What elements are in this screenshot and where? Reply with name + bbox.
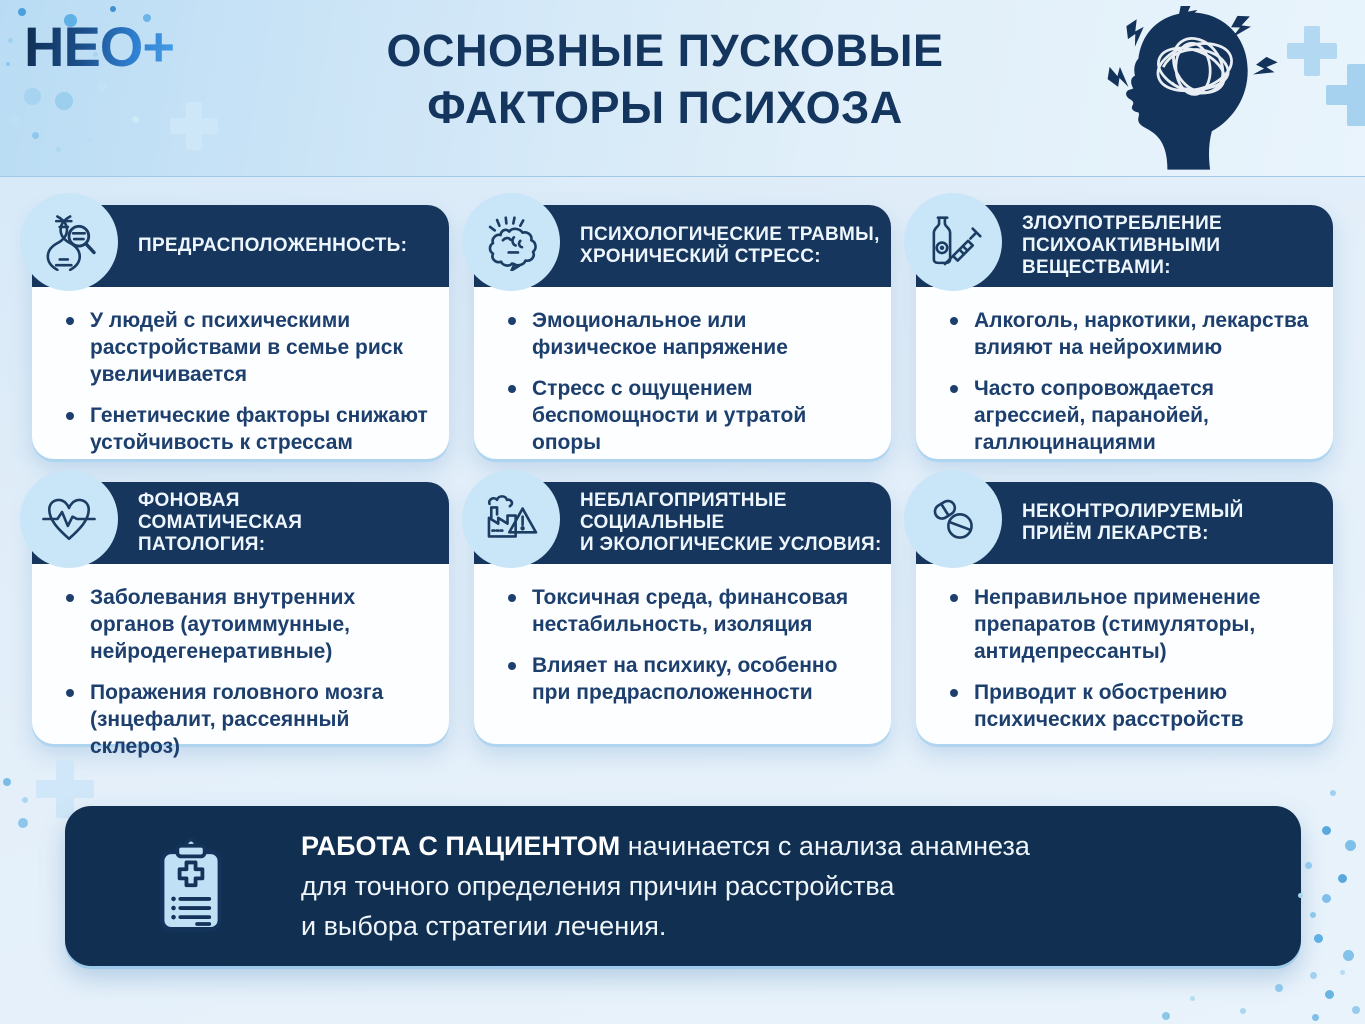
- decor-dot: [32, 132, 39, 139]
- decor-dot: [3, 778, 11, 786]
- card-header: [916, 482, 1333, 564]
- bullet: Влияет на психику, особенно при предрасположенности: [500, 652, 871, 706]
- decor-dot: [1340, 970, 1345, 975]
- decor-dot: [1312, 1014, 1319, 1021]
- bullet: Приводит к обострению психических расстройств: [942, 679, 1313, 733]
- card-bullets: [32, 287, 449, 456]
- card-bullets: [474, 287, 891, 456]
- decor-dot: [6, 62, 10, 66]
- icon-circle: [462, 193, 560, 291]
- page-title-line-2: ФАКТОРЫ ПСИХОЗА: [427, 82, 903, 133]
- page-title: [320, 22, 1010, 136]
- card-title: ХРОНИЧЕСКИЙ СТРЕСС:: [580, 246, 821, 267]
- alcohol-syringe-icon: [924, 213, 982, 271]
- card-header: [474, 205, 891, 287]
- decor-dot: [24, 88, 41, 105]
- decor-dot: [132, 116, 139, 123]
- bullet: Стресс с ощущением беспомощности и утратой опоры: [500, 375, 871, 456]
- page-title-line-1: ОСНОВНЫЕ ПУСКОВЫЕ: [386, 25, 944, 76]
- icon-circle: [904, 470, 1002, 568]
- card-title: ЗЛОУПОТРЕБЛЕНИЕ: [1022, 213, 1223, 234]
- header-band: [0, 0, 1365, 177]
- card-title: И ЭКОЛОГИЧЕСКИЕ УСЛОВИЯ:: [580, 534, 882, 555]
- card-social-conditions: [474, 482, 891, 744]
- decor-dot: [10, 116, 21, 127]
- card-somatic-pathology: [32, 482, 449, 758]
- bullet: Неправильное применение препаратов (стимуляторы, антидепрессанты): [942, 584, 1313, 665]
- card-bullets: [916, 287, 1333, 456]
- card-predisposition: [32, 205, 449, 459]
- decor-dot: [1240, 1008, 1246, 1014]
- decor-dot: [1298, 893, 1303, 898]
- decor-dot: [22, 797, 28, 803]
- bullet: Генетические факторы снижают устойчивость к стрессам: [58, 402, 429, 456]
- decor-dot: [88, 138, 93, 143]
- icon-circle: [904, 193, 1002, 291]
- decor-dot: [1310, 912, 1316, 918]
- card-uncontrolled-medication: [916, 482, 1333, 744]
- card-title: СОМАТИЧЕСКАЯ: [138, 512, 303, 533]
- decor-dot: [1190, 996, 1195, 1001]
- factor-cards-grid: [32, 205, 1333, 758]
- banner-line-1: [301, 826, 1030, 866]
- decor-dot: [55, 92, 73, 110]
- decor-dot: [18, 818, 28, 828]
- card-title: ФОНОВАЯ: [138, 490, 240, 511]
- banner-line-2: для точного определения причин расстройства: [301, 871, 895, 901]
- card-title: ПСИХОЛОГИЧЕСКИЕ ТРАВМЫ,: [580, 224, 880, 245]
- card-title: ПРИЁМ ЛЕКАРСТВ:: [1022, 523, 1209, 544]
- decor-dot: [1338, 874, 1347, 883]
- decor-dot: [110, 6, 116, 12]
- card-title: НЕКОНТРОЛИРУЕМЫЙ: [1022, 501, 1244, 522]
- decor-dot: [1322, 894, 1331, 903]
- bullet: Заболевания внутренних органов (аутоиммунные, нейродегенеративные): [58, 584, 429, 665]
- bullet: Эмоциональное или физическое напряжение: [500, 307, 871, 361]
- card-title: НЕБЛАГОПРИЯТНЫЕ: [580, 490, 787, 511]
- heart-pulse-icon: [40, 490, 98, 548]
- card-bullets: [474, 564, 891, 706]
- pills-icon: [924, 490, 982, 548]
- decor-dot: [1314, 934, 1323, 943]
- decor-dot: [1345, 840, 1356, 851]
- card-title: ПСИХОАКТИВНЫМИ: [1022, 235, 1221, 256]
- decor-dot: [1352, 1006, 1360, 1014]
- card-title: ПАТОЛОГИЯ:: [138, 534, 266, 555]
- card-header: [916, 205, 1333, 287]
- decor-dot: [1275, 984, 1283, 992]
- card-substance-abuse: [916, 205, 1333, 459]
- banner-line-1-rest: начинается с анализа анамнеза: [627, 831, 1030, 861]
- card-header: [32, 482, 449, 564]
- factory-warning-icon: [482, 490, 540, 548]
- decor-dot: [1310, 972, 1317, 979]
- card-header: [474, 482, 891, 564]
- decor-dot: [1330, 790, 1336, 796]
- patient-work-banner: [65, 806, 1301, 966]
- card-psychological-trauma: [474, 205, 891, 459]
- icon-circle: [462, 470, 560, 568]
- decor-dot: [8, 38, 13, 43]
- decor-plus: [1326, 64, 1365, 126]
- bullet: Часто сопровождается агрессией, паранойей, галлюцинациями: [942, 375, 1313, 456]
- medical-clipboard-icon: [153, 838, 229, 934]
- dna-magnifier-icon: [40, 213, 98, 271]
- brand-logo: НЕО+: [24, 15, 175, 78]
- bullet: Алкоголь, наркотики, лекарства влияют на нейрохимию: [942, 307, 1313, 361]
- card-title: СОЦИАЛЬНЫЕ: [580, 512, 725, 533]
- bullet: Токсичная среда, финансовая нестабильность, изоляция: [500, 584, 871, 638]
- bullet: У людей с психическими расстройствами в семье риск увеличивается: [58, 307, 429, 388]
- decor-dot: [1162, 1012, 1170, 1020]
- banner-text: [301, 826, 1030, 946]
- bullet: Поражения головного мозга (знцефалит, рассеянный склероз): [58, 679, 429, 760]
- card-bullets: [32, 564, 449, 760]
- icon-circle: [20, 470, 118, 568]
- stressed-head-illustration: [1082, 6, 1287, 171]
- decor-dot: [1322, 826, 1331, 835]
- card-header: [32, 205, 449, 287]
- stressed-brain-icon: [482, 213, 540, 271]
- icon-circle: [20, 193, 118, 291]
- banner-line-3: и выбора стратегии лечения.: [301, 911, 667, 941]
- decor-dot: [98, 82, 107, 91]
- decor-dot: [1343, 950, 1354, 961]
- decor-dot: [1305, 862, 1312, 869]
- card-title: ПРЕДРАСПОЛОЖЕННОСТЬ:: [138, 235, 408, 256]
- card-title: ВЕЩЕСТВАМИ:: [1022, 257, 1171, 278]
- card-bullets: [916, 564, 1333, 733]
- decor-plus: [170, 102, 218, 150]
- decor-dot: [56, 147, 61, 152]
- decor-dot: [1325, 990, 1334, 999]
- banner-lead: РАБОТА С ПАЦИЕНТОМ: [301, 831, 621, 861]
